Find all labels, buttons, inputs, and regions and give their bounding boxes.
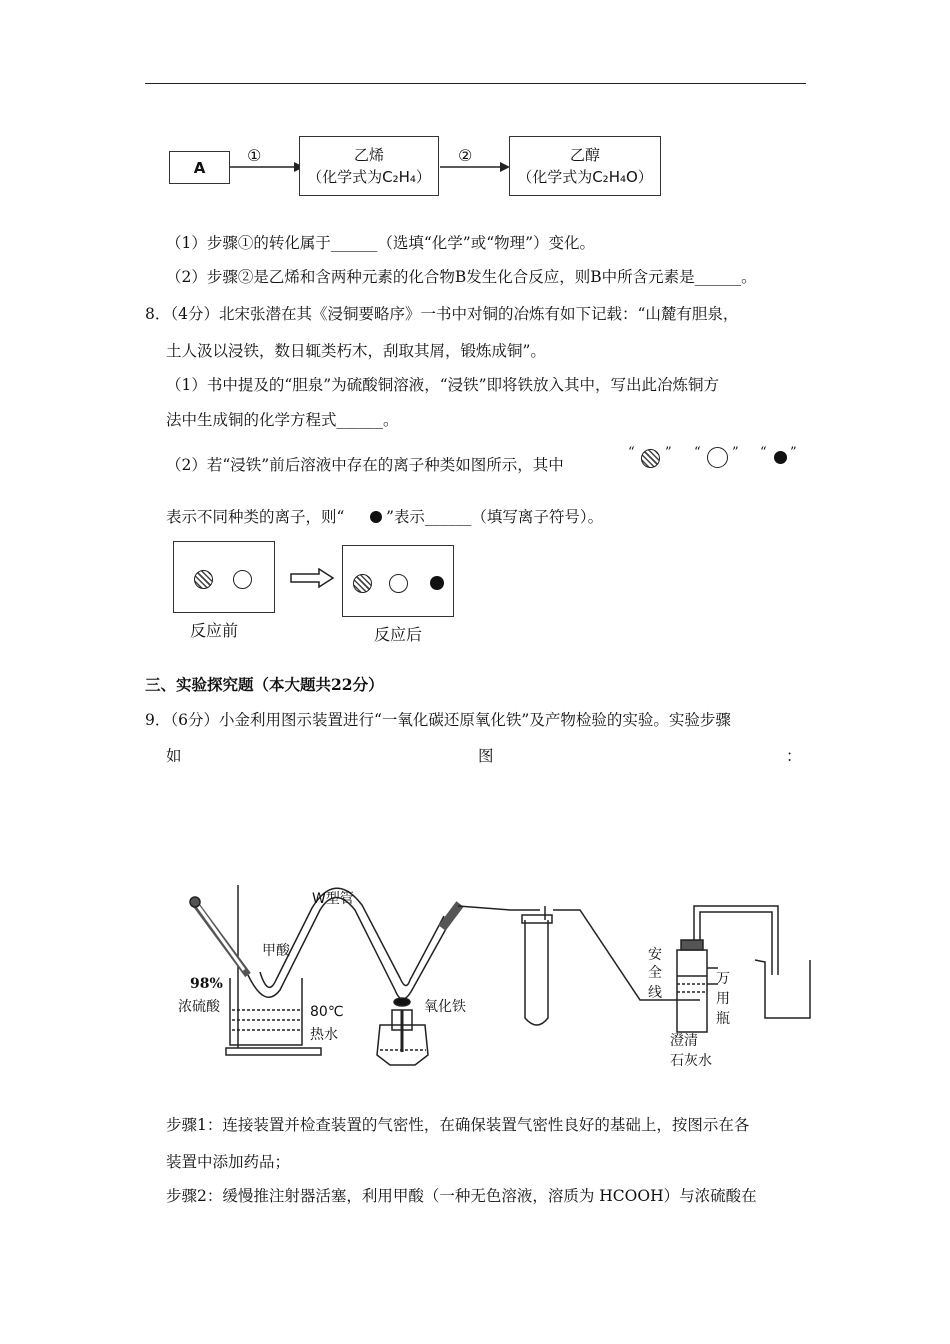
- quote-open-3: “: [760, 445, 767, 460]
- q9-line1: 9．（6分）小金利用图示装置进行“一氧化碳还原氧化铁”及产物检验的实验。实验步骤: [145, 711, 731, 729]
- quote-close-2: ”: [732, 445, 739, 460]
- solid-ion-inline-icon: [370, 511, 382, 523]
- q7-part1: （1）步骤①的转化属于______（选填“化学”或“物理”）变化。: [166, 234, 596, 252]
- quote-open-2: “: [694, 445, 701, 460]
- q8-part2a: （2）若“浸铁”前后溶液中存在的离子种类如图所示，其中: [166, 456, 564, 474]
- w-tube-label: W型管: [312, 891, 354, 907]
- before-panel: [173, 541, 275, 613]
- before-hatched-ion-icon: [194, 570, 213, 589]
- ethanol-name: 乙醇: [569, 146, 600, 164]
- bottle-label-1: 万: [716, 971, 730, 987]
- ethanol-formula: （化学式为C₂H₄O）: [517, 168, 653, 186]
- limewater-label-1: 澄清: [670, 1033, 698, 1049]
- temp-label: 80℃: [310, 1004, 344, 1020]
- solid-ion-icon: [774, 451, 787, 464]
- q8-part1a: （1）书中提及的“胆泉”为硫酸铜溶液，“浸铁”即将铁放入其中，写出此冶炼铜方: [166, 376, 720, 394]
- percent-label: 98%: [190, 976, 223, 992]
- step1-label: ①: [247, 146, 262, 165]
- step2-label: ②: [458, 146, 473, 165]
- q8-line2: 土人汲以浸铁，数日辄类朽木，刮取其屑，锻炼成铜”。: [166, 342, 546, 360]
- safety-line-label-2: 全: [648, 965, 662, 981]
- bottle-label-3: 瓶: [716, 1011, 730, 1027]
- q8-part2c: ”表示______（填写离子符号）。: [386, 508, 604, 526]
- quote-open-1: “: [628, 445, 635, 460]
- ethylene-name: 乙烯: [353, 146, 384, 164]
- box-a: [169, 151, 230, 184]
- q7-part2: （2）步骤②是乙烯和含两种元素的化合物B发生化合反应，则B中所含元素是______。: [166, 268, 757, 286]
- limewater-label-2: 石灰水: [670, 1053, 712, 1069]
- q8-line1: 8．（4分）北宋张潜在其《浸铜要略序》一书中对铜的冶炼有如下记载：“山麓有胆泉，: [145, 305, 739, 323]
- quote-close-3: ”: [790, 445, 797, 460]
- reaction-arrow-icon: [289, 568, 335, 588]
- bottle-label-2: 用: [716, 991, 730, 1007]
- q9-step1a: 步骤1：连接装置并检查装置的气密性，在确保装置气密性良好的基础上，按图示在各: [166, 1116, 750, 1134]
- section3-heading: 三、实验探究题（本大题共22分）: [145, 675, 384, 694]
- q9-line2-a: 如: [166, 747, 182, 765]
- before-hollow-ion-icon: [233, 570, 252, 589]
- q8-part1b: 法中生成铜的化学方程式______。: [166, 411, 399, 429]
- after-label: 反应后: [374, 625, 423, 644]
- q9-step2a: 步骤2：缓慢推注射器活塞，利用甲酸（一种无色溶液，溶质为 HCOOH）与浓硫酸在: [166, 1187, 757, 1205]
- q9-step1b: 装置中添加药品；: [166, 1153, 291, 1171]
- q9-line2-c: ：: [786, 747, 802, 765]
- ethylene-box: [299, 136, 439, 196]
- ethylene-formula: （化学式为C₂H₄）: [307, 168, 431, 186]
- safety-line-label-3: 线: [648, 985, 662, 1001]
- box-a-label: A: [193, 158, 206, 177]
- q8-part2b: 表示不同种类的离子，则“: [166, 508, 345, 526]
- formic-label: 甲酸: [262, 943, 290, 959]
- quote-close-1: ”: [665, 445, 672, 460]
- hatched-ion-icon: [641, 449, 660, 468]
- conc-acid-label: 浓硫酸: [178, 999, 220, 1015]
- before-label: 反应前: [190, 621, 239, 640]
- iron-oxide-label: 氧化铁: [424, 999, 466, 1015]
- q9-line2-b: 图: [478, 747, 494, 765]
- safety-line-label-1: 安: [648, 947, 662, 963]
- header-rule: [145, 83, 806, 84]
- after-hatched-ion-icon: [353, 574, 372, 593]
- hot-water-label: 热水: [310, 1027, 338, 1043]
- after-hollow-ion-icon: [389, 574, 408, 593]
- after-solid-ion-icon: [430, 576, 444, 590]
- ethanol-box: [509, 136, 661, 196]
- hollow-ion-icon: [707, 447, 728, 468]
